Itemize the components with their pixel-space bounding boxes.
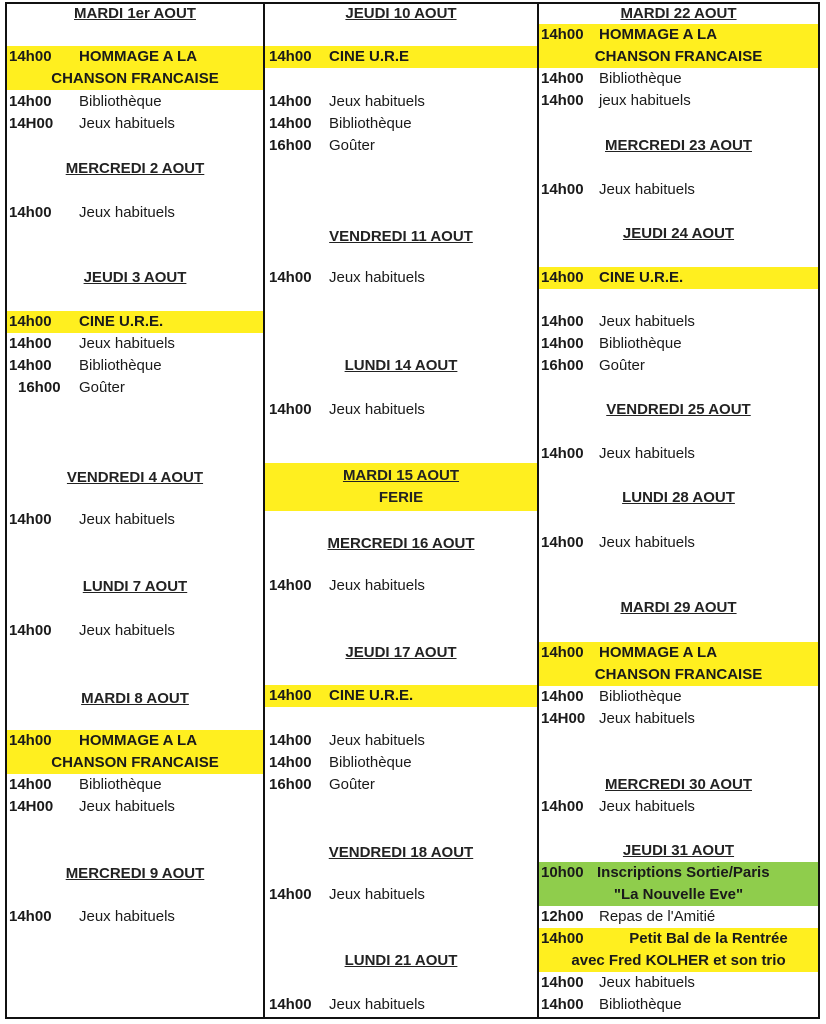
event-row [539,708,820,730]
event-row [539,796,820,818]
event-description: Jeux habituels [329,269,425,286]
event-time: 12h00 [541,908,584,925]
event-description: Bibliothèque [79,776,162,793]
event-row [7,113,263,135]
day-header: VENDREDI 25 AOUT [606,401,751,418]
holiday-label: FERIE [378,489,424,506]
event-title: Petit Bal de la Rentrée [629,930,788,947]
event-time: 14h00 [269,886,312,903]
event-time: 14h00 [9,511,52,528]
event-row [539,179,820,201]
event-time: 14H00 [541,710,586,727]
day-header: MARDI 29 AOUT [620,599,737,616]
event-description: Jeux habituels [599,974,695,991]
event-title-continued: CHANSON FRANCAISE [594,48,763,65]
day-header: MERCREDI 23 AOUT [605,137,752,154]
calendar-column [265,0,537,1024]
event-title-continued: CHANSON FRANCAISE [51,754,219,771]
event-title-continued: CHANSON FRANCAISE [51,70,219,87]
event-description: Jeux habituels [79,908,175,925]
event-time: 14h00 [269,269,312,286]
event-row [265,752,537,774]
event-description: Jeux habituels [599,445,695,462]
event-description: jeux habituels [599,92,691,109]
event-row [7,202,263,224]
event-row [539,686,820,708]
event-description: Bibliothèque [79,357,162,374]
event-row [265,91,537,113]
day-header: JEUDI 10 AOUT [345,5,457,22]
day-header: JEUDI 31 AOUT [622,842,735,859]
event-row [539,443,820,465]
event-time: 14h00 [541,269,584,286]
event-description: Goûter [329,137,375,154]
event-row [539,90,820,112]
event-description: Jeux habituels [329,401,425,418]
event-time: 14h00 [9,357,52,374]
day-header: LUNDI 14 AOUT [344,357,458,374]
event-row [539,862,820,906]
day-header: LUNDI 7 AOUT [82,578,188,595]
event-row [7,730,263,774]
event-row [7,377,263,399]
event-title: HOMMAGE A LA [79,732,198,749]
event-title-continued: avec Fred KOLHER et son trio [571,952,786,969]
event-time: 14H00 [9,798,54,815]
event-time: 14h00 [541,313,584,330]
event-title: HOMMAGE A LA [599,644,718,661]
event-description: Jeux habituels [79,115,175,132]
event-description: Jeux habituels [329,996,425,1013]
event-description: Jeux habituels [599,313,695,330]
event-time: 14h00 [9,93,52,110]
event-time: 14h00 [269,115,312,132]
event-time: 14h00 [541,974,584,991]
event-time: 14h00 [9,622,52,639]
event-description: CINE U.R.E. [599,269,684,286]
event-row [7,333,263,355]
event-description: Jeux habituels [329,93,425,110]
event-description: Goûter [79,379,125,396]
event-row [7,906,263,928]
event-time: 14h00 [541,92,584,109]
day-header: LUNDI 21 AOUT [344,952,458,969]
event-time: 14h00 [269,577,312,594]
day-header: MERCREDI 2 AOUT [65,160,205,177]
event-description: Jeux habituels [599,710,695,727]
day-header: MERCREDI 16 AOUT [327,535,475,552]
event-row [539,928,820,972]
event-description: Goûter [329,776,375,793]
event-description: Jeux habituels [79,798,175,815]
day-header: MARDI 8 AOUT [81,690,189,707]
event-row [539,267,820,289]
event-time: 14h00 [9,204,52,221]
event-time: 14h00 [269,754,312,771]
event-description: Bibliothèque [329,115,412,132]
event-time: 14h00 [541,930,584,947]
event-description: Bibliothèque [599,996,682,1013]
event-description: Jeux habituels [599,798,695,815]
event-row [265,774,537,796]
event-time: 14h00 [9,48,52,65]
calendar-column [539,0,820,1024]
day-header: VENDREDI 18 AOUT [328,844,474,861]
event-time: 16h00 [269,137,312,154]
event-description: Bibliothèque [599,70,682,87]
event-time: 14h00 [9,313,52,330]
event-title-continued: "La Nouvelle Eve" [613,886,744,903]
day-header: VENDREDI 11 AOUT [329,228,473,245]
event-row [265,730,537,752]
event-time: 16h00 [18,379,61,396]
day-header: MARDI 15 AOUT [342,467,460,484]
event-time: 14h00 [541,26,584,43]
event-row [265,135,537,157]
event-description: Jeux habituels [599,181,695,198]
event-time: 14h00 [269,732,312,749]
event-time: 14h00 [9,776,52,793]
event-time: 14h00 [541,688,584,705]
event-time: 14h00 [269,996,312,1013]
event-time: 14h00 [541,70,584,87]
event-description: Jeux habituels [329,577,425,594]
event-description: Bibliothèque [599,335,682,352]
event-time: 14h00 [269,93,312,110]
event-row [539,355,820,377]
event-row [7,311,263,333]
event-time: 16h00 [269,776,312,793]
event-row [7,796,263,818]
event-row [265,994,537,1016]
event-description: CINE U.R.E. [79,313,164,330]
event-time: 10h00 [541,864,584,881]
day-header: MERCREDI 9 AOUT [65,865,205,882]
event-description: Goûter [599,357,645,374]
event-row [539,311,820,333]
event-description: Jeux habituels [329,886,425,903]
event-description: Bibliothèque [599,688,682,705]
event-row [7,620,263,642]
day-header: LUNDI 28 AOUT [622,489,735,506]
event-row [539,642,820,686]
event-description: Repas de l'Amitié [599,908,716,925]
event-description: CINE U.R.E. [329,687,414,704]
event-row [539,532,820,554]
event-description: Jeux habituels [79,511,175,528]
event-time: 14h00 [541,335,584,352]
event-description: Jeux habituels [79,204,175,221]
event-title: HOMMAGE A LA [79,48,198,65]
event-row [7,46,263,90]
event-row [539,333,820,355]
event-time: 14h00 [541,798,584,815]
event-description: Jeux habituels [329,732,425,749]
event-time: 14h00 [541,181,584,198]
event-title: HOMMAGE A LA [599,26,718,43]
event-row [7,355,263,377]
event-description: Bibliothèque [79,93,162,110]
event-time: 14H00 [9,115,54,132]
event-row [539,994,820,1016]
event-time: 14h00 [269,48,312,65]
event-row [539,906,820,928]
event-time: 14h00 [9,335,52,352]
event-row [265,884,537,906]
event-description: Jeux habituels [79,622,175,639]
event-time: 14h00 [541,534,584,551]
event-row [539,68,820,90]
event-row [265,267,537,289]
day-header: JEUDI 17 AOUT [345,644,457,661]
event-description: CINE U.R.E [329,48,410,65]
day-header: MERCREDI 30 AOUT [605,776,752,793]
event-description: Jeux habituels [599,534,695,551]
event-time: 14h00 [269,401,312,418]
event-time: 14h00 [269,687,312,704]
event-row [265,113,537,135]
event-row [265,575,537,597]
day-header: MARDI 1er AOUT [74,5,196,22]
event-row [539,24,820,68]
event-time: 14h00 [541,996,584,1013]
event-row [265,46,537,68]
event-row [7,509,263,531]
event-row [265,685,537,707]
event-description: Bibliothèque [329,754,412,771]
day-header: JEUDI 3 AOUT [83,269,187,286]
event-time: 16h00 [541,357,584,374]
day-header: VENDREDI 4 AOUT [66,469,204,486]
day-header: JEUDI 24 AOUT [622,225,735,242]
event-time: 14h00 [541,644,584,661]
event-time: 14h00 [9,908,52,925]
event-description: Jeux habituels [79,335,175,352]
calendar-column [7,0,263,1024]
event-row [265,399,537,421]
event-time: 14h00 [541,445,584,462]
event-time: 14h00 [9,732,52,749]
event-title-continued: CHANSON FRANCAISE [594,666,763,683]
day-header: MARDI 22 AOUT [620,5,737,22]
event-row [7,774,263,796]
event-row [539,972,820,994]
event-row [7,91,263,113]
event-title: Inscriptions Sortie/Paris [597,864,770,881]
